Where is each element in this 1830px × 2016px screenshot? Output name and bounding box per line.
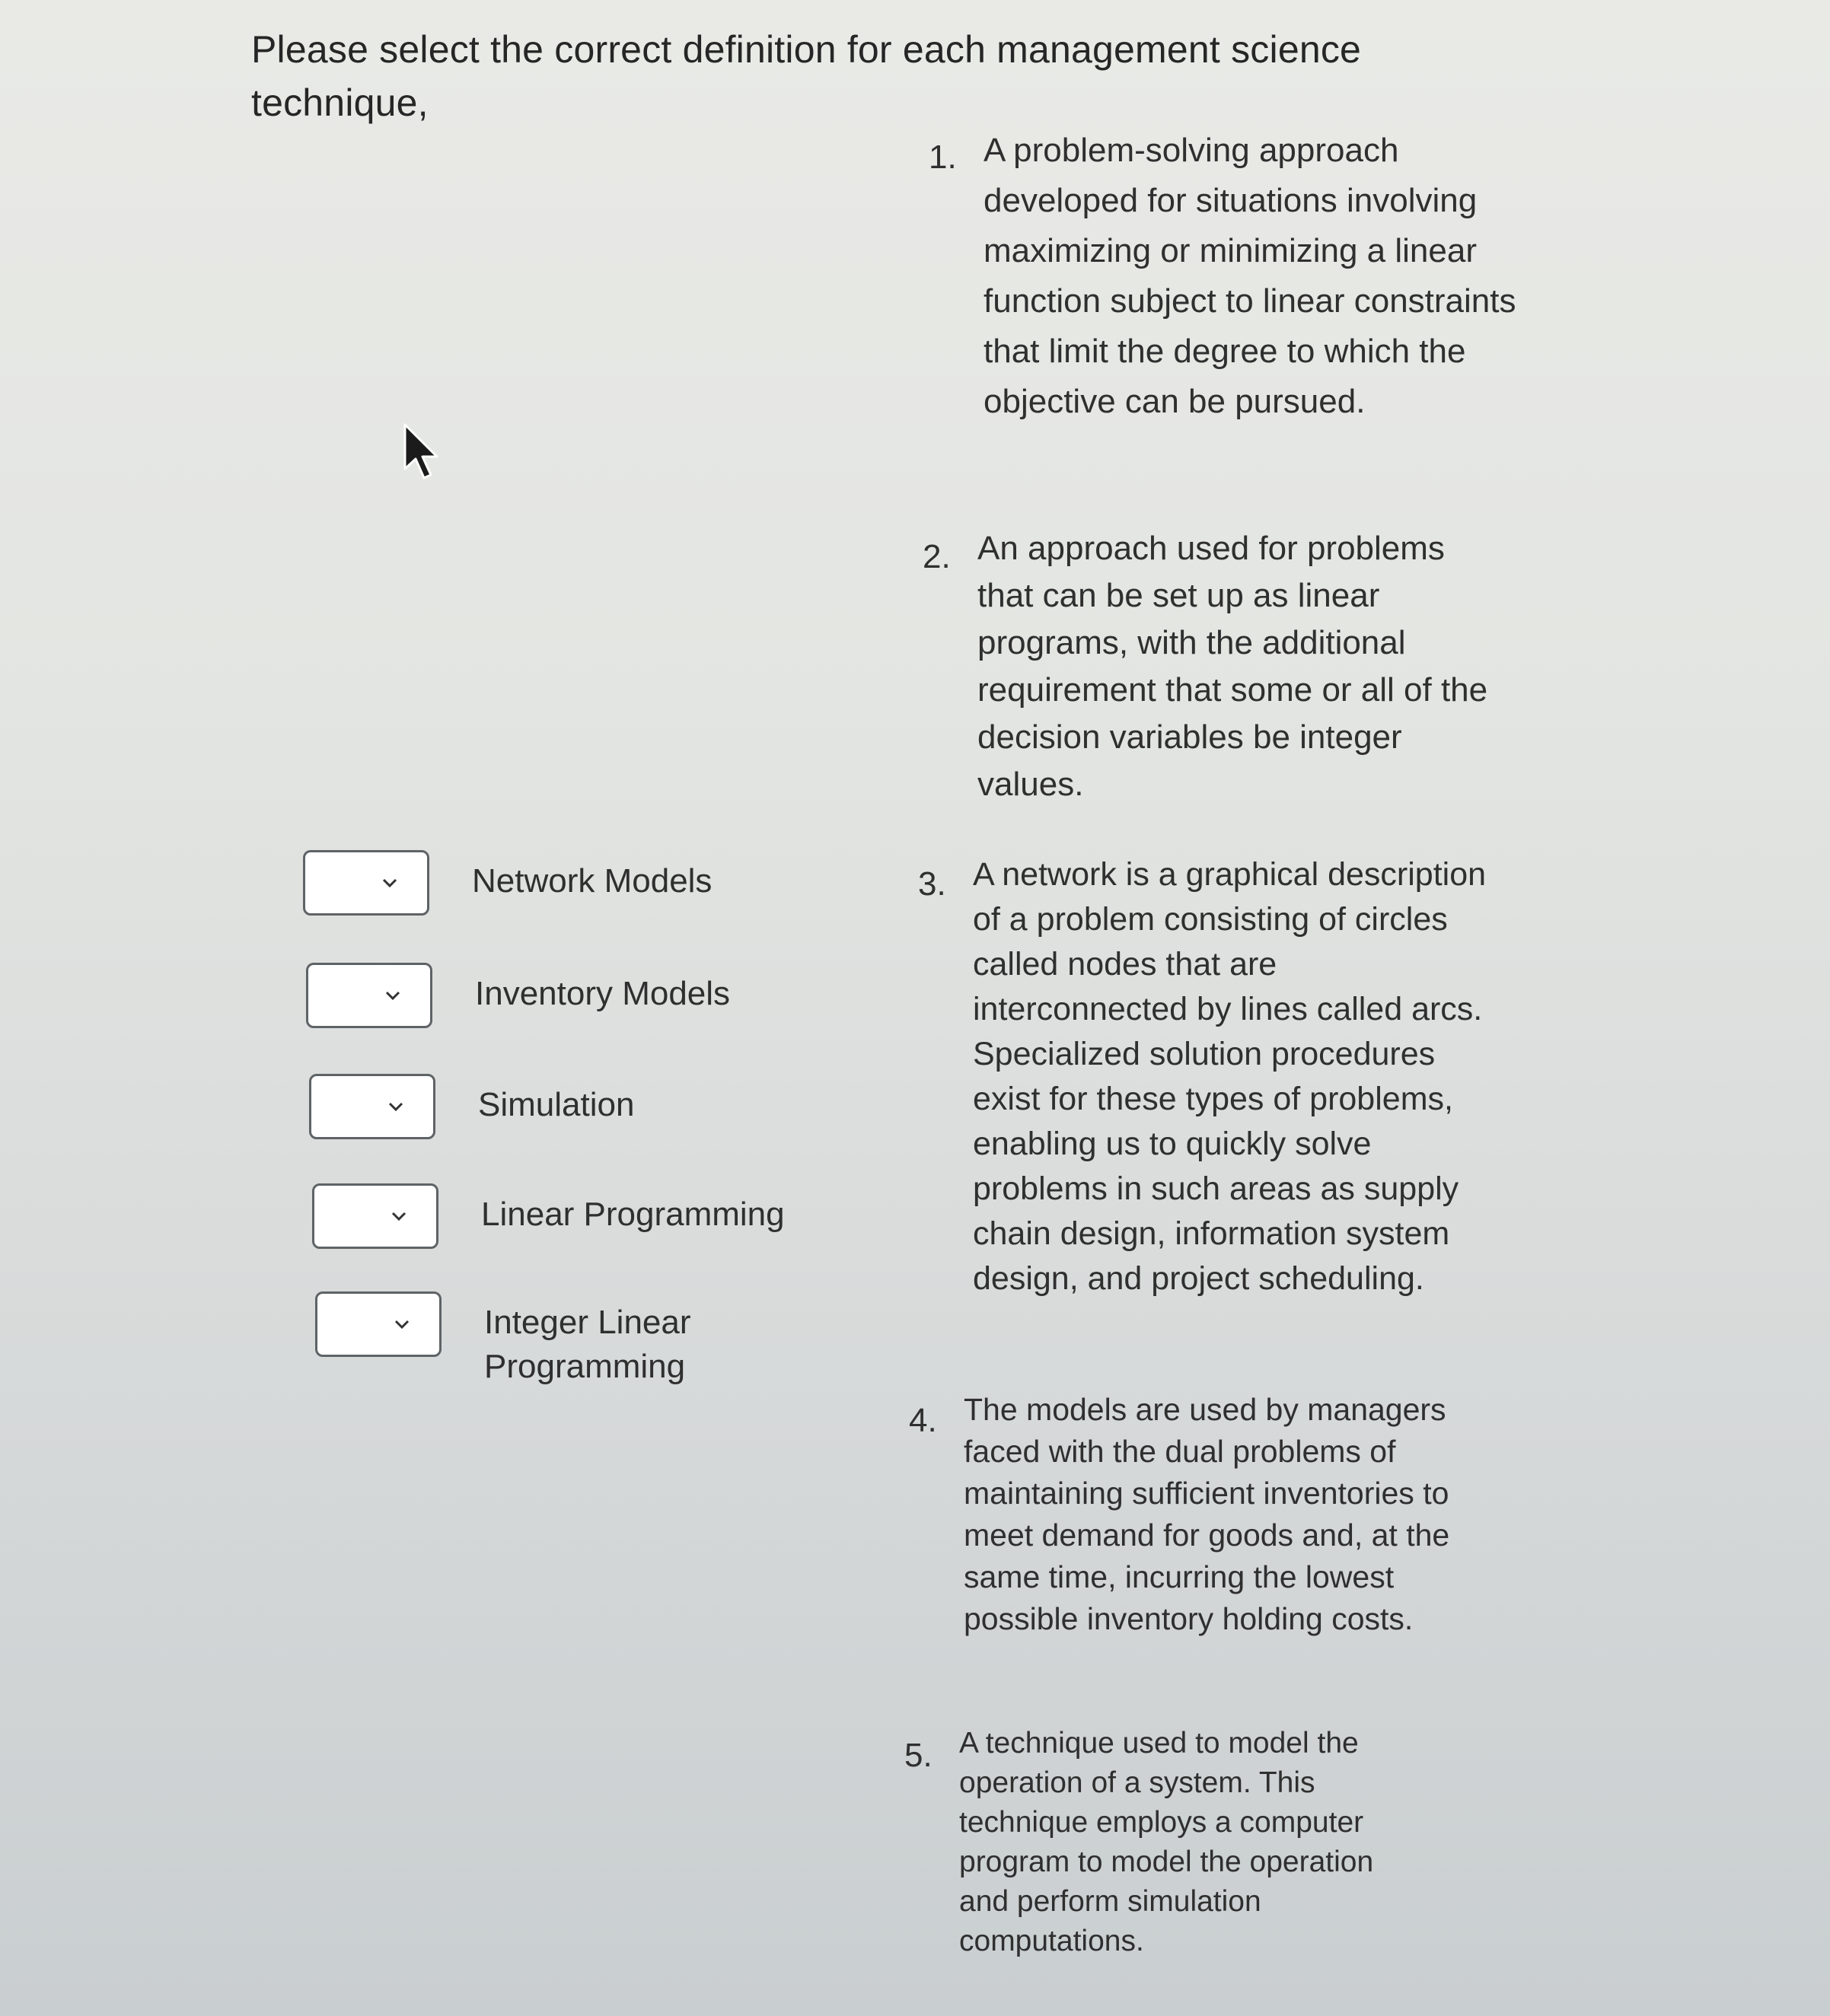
term-label: Inventory Models xyxy=(475,975,731,1012)
definition-number: 3. xyxy=(918,865,946,903)
match-row-linear-programming xyxy=(312,1183,816,1249)
definition-dropdown-integer-linear-programming[interactable] xyxy=(315,1291,442,1357)
definition-item xyxy=(909,1389,1481,1640)
definition-number: 5. xyxy=(904,1737,933,1774)
term-label: Linear Programming xyxy=(481,1196,785,1233)
definition-dropdown-network-models[interactable] xyxy=(303,850,429,916)
question-prompt: Please select the correct definition for each management science technique, xyxy=(251,28,1362,124)
definition-item xyxy=(923,525,1495,808)
definition-text: The models are used by managers faced with the dual problems of maintaining sufficient inventories to meet demand for goods and, at the same time, incurring the lowest possible inventory holding costs. xyxy=(964,1392,1450,1636)
definition-number: 2. xyxy=(923,538,951,575)
definition-number: 4. xyxy=(909,1402,937,1439)
chevron-down-icon xyxy=(381,877,398,888)
definition-text: A network is a graphical description of a problem consisting of circles called nodes that are interconnected by lines called arcs. Specialized solution procedures exist for these types of problems, enabling us to quickly solve problems in such areas as supply chain design, information system design, and project scheduling. xyxy=(973,856,1487,1297)
definition-item xyxy=(929,126,1532,427)
definition-dropdown-linear-programming[interactable] xyxy=(312,1183,438,1249)
match-row-integer-linear-programming xyxy=(315,1291,713,1389)
definition-dropdown-inventory-models[interactable] xyxy=(306,963,432,1028)
match-row-inventory-models xyxy=(306,963,810,1028)
chevron-down-icon xyxy=(384,990,401,1001)
term-label: Integer Linear Programming xyxy=(484,1304,691,1385)
definition-text: A technique used to model the operation of a system. This technique employs a computer program to model the operation and perform simulation computations. xyxy=(959,1727,1374,1957)
chevron-down-icon xyxy=(387,1101,404,1112)
term-label: Network Models xyxy=(472,862,713,900)
match-row-simulation xyxy=(309,1074,813,1139)
match-row-network-models xyxy=(303,850,807,916)
definition-text: An approach used for problems that can be set up as linear programs, with the additional requirement that some or all of the decision variables be integer values. xyxy=(977,530,1488,803)
definition-dropdown-simulation[interactable] xyxy=(309,1074,435,1139)
definition-number: 1. xyxy=(929,139,957,176)
definition-item xyxy=(904,1724,1431,1961)
mouse-cursor-icon xyxy=(402,423,440,483)
definition-item xyxy=(918,852,1490,1301)
term-label: Simulation xyxy=(478,1086,635,1123)
chevron-down-icon xyxy=(391,1211,407,1221)
definition-text: A problem-solving approach developed for situations involving maximizing or minimizing a linear function subject to linear constraints that limit the degree to which the objective can be pursued. xyxy=(984,132,1516,420)
chevron-down-icon xyxy=(394,1319,410,1330)
